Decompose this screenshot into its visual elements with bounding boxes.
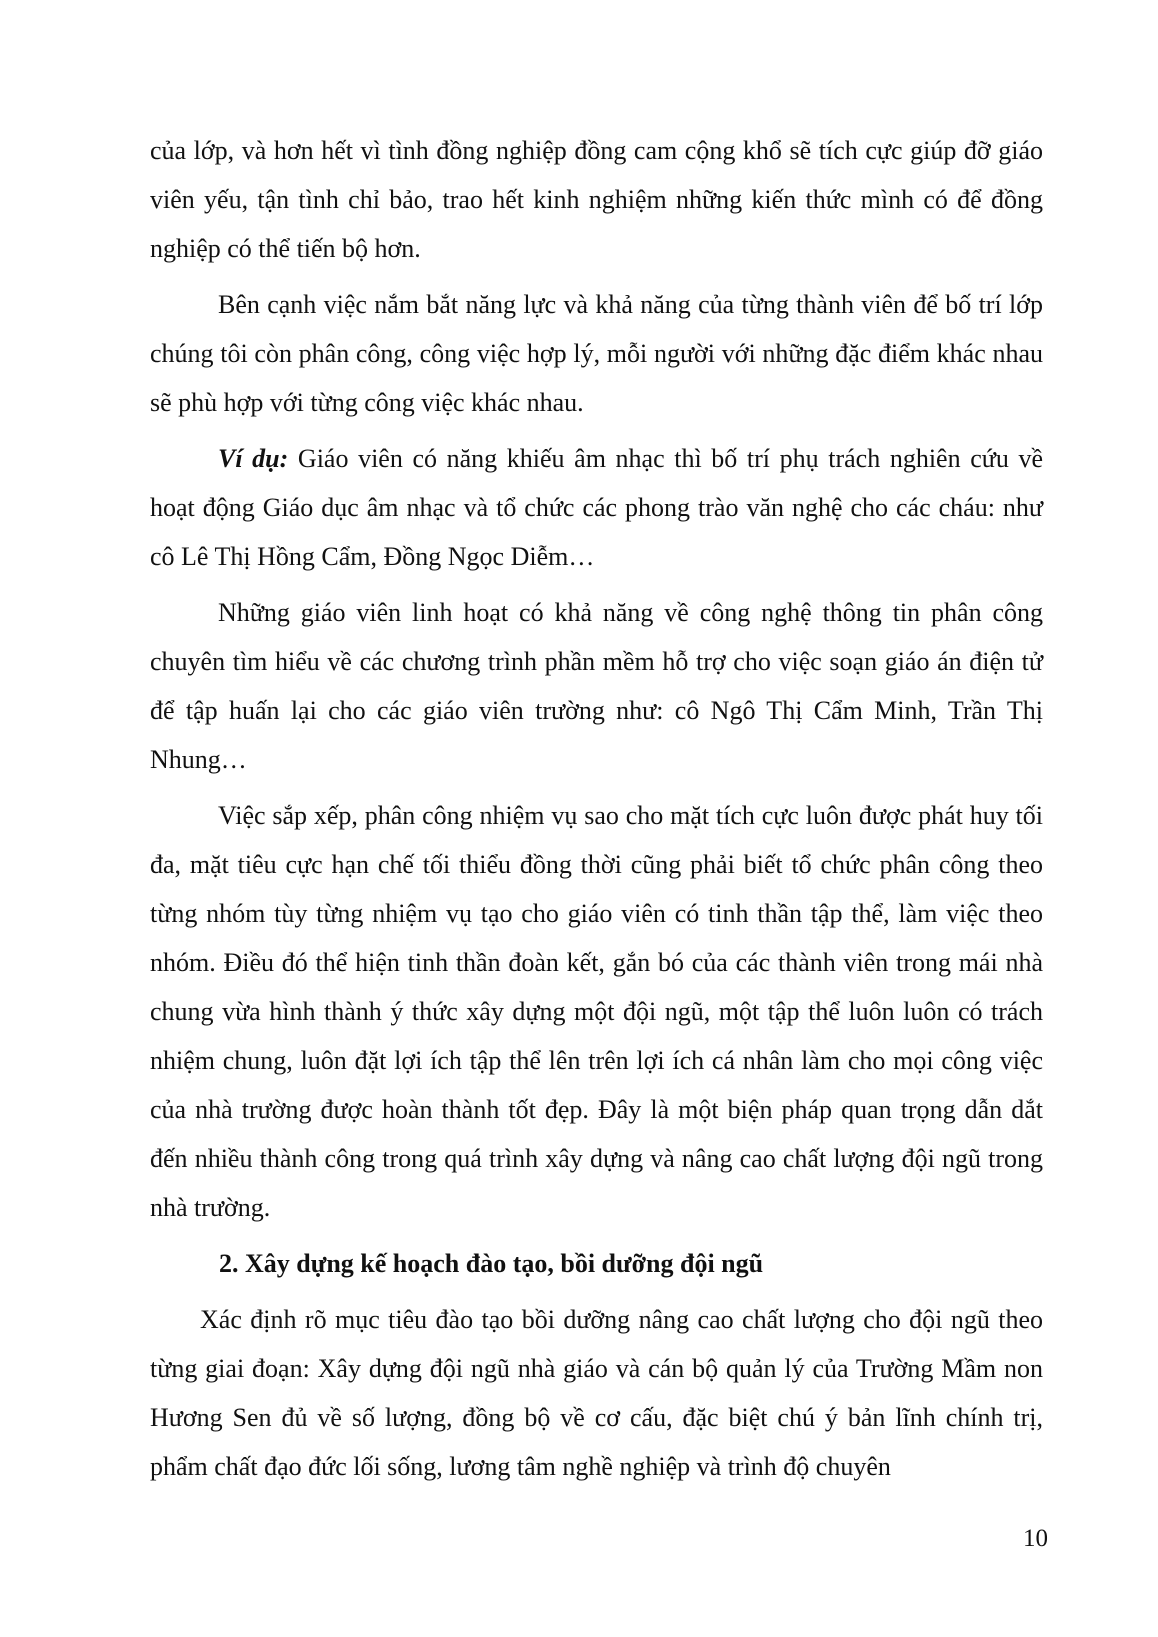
example-label: Ví dụ:	[218, 444, 289, 473]
document-page	[150, 126, 1043, 1498]
page-number: 10	[1023, 1525, 1048, 1552]
paragraph-training-goals: Xác định rõ mục tiêu đào tạo bồi dưỡng nâng cao chất lượng cho đội ngũ theo từng giai đoạn: Xây dựng đội ngũ nhà giáo và cán bộ quản lý của Trường Mầm non Hương Sen đủ về số lượng, đồng bộ về cơ cấu, đặc biệt chú ý bản lĩnh chính trị, phẩm chất đạo đức lối sống, lương tâm nghề nghiệp và trình độ chuyên	[150, 1305, 1043, 1481]
paragraph-organization: Việc sắp xếp, phân công nhiệm vụ sao cho mặt tích cực luôn được phát huy tối đa, mặt tiêu cực hạn chế tối thiểu đồng thời cũng phải biết tổ chức phân công theo từng nhóm tùy từng nhiệm vụ tạo cho giáo viên có tinh thần tập thể, làm việc theo nhóm. Điều đó thể hiện tinh thần đoàn kết, gắn bó của các thành viên trong mái nhà chung vừa hình thành ý thức xây dựng một đội ngũ, một tập thể luôn luôn có trách nhiệm chung, luôn đặt lợi ích tập thể lên trên lợi ích cá nhân làm cho mọi công việc của nhà trường được hoàn thành tốt đẹp. Đây là một biện pháp quan trọng dẫn dắt đến nhiều thành công trong quá trình xây dựng và nâng cao chất lượng đội ngũ trong nhà trường.	[150, 801, 1043, 1222]
paragraph-assignment: Bên cạnh việc nắm bắt năng lực và khả năng của từng thành viên để bố trí lớp chúng tôi còn phân công, công việc hợp lý, mỗi người với những đặc điểm khác nhau sẽ phù hợp với từng công việc khác nhau.	[150, 290, 1043, 417]
paragraph-it-teachers: Những giáo viên linh hoạt có khả năng về công nghệ thông tin phân công chuyên tìm hiểu về các chương trình phần mềm hỗ trợ cho việc soạn giáo án điện tử để tập huấn lại cho các giáo viên trường như: cô Ngô Thị Cẩm Minh, Trần Thị Nhung…	[150, 598, 1043, 774]
example-text: Giáo viên có năng khiếu âm nhạc thì bố trí phụ trách nghiên cứu về hoạt động Giáo dục âm nhạc và tổ chức các phong trào văn nghệ cho các cháu: như cô Lê Thị Hồng Cẩm, Đồng Ngọc Diễm…	[150, 444, 1043, 571]
section-heading: 2. Xây dựng kế hoạch đào tạo, bồi dưỡng đội ngũ	[219, 1249, 764, 1278]
paragraph-example	[150, 434, 1043, 581]
paragraph-continuation: của lớp, và hơn hết vì tình đồng nghiệp đồng cam cộng khổ sẽ tích cực giúp đỡ giáo viên yếu, tận tình chỉ bảo, trao hết kinh nghiệm những kiến thức mình có để đồng nghiệp có thể tiến bộ hơn.	[150, 136, 1043, 263]
